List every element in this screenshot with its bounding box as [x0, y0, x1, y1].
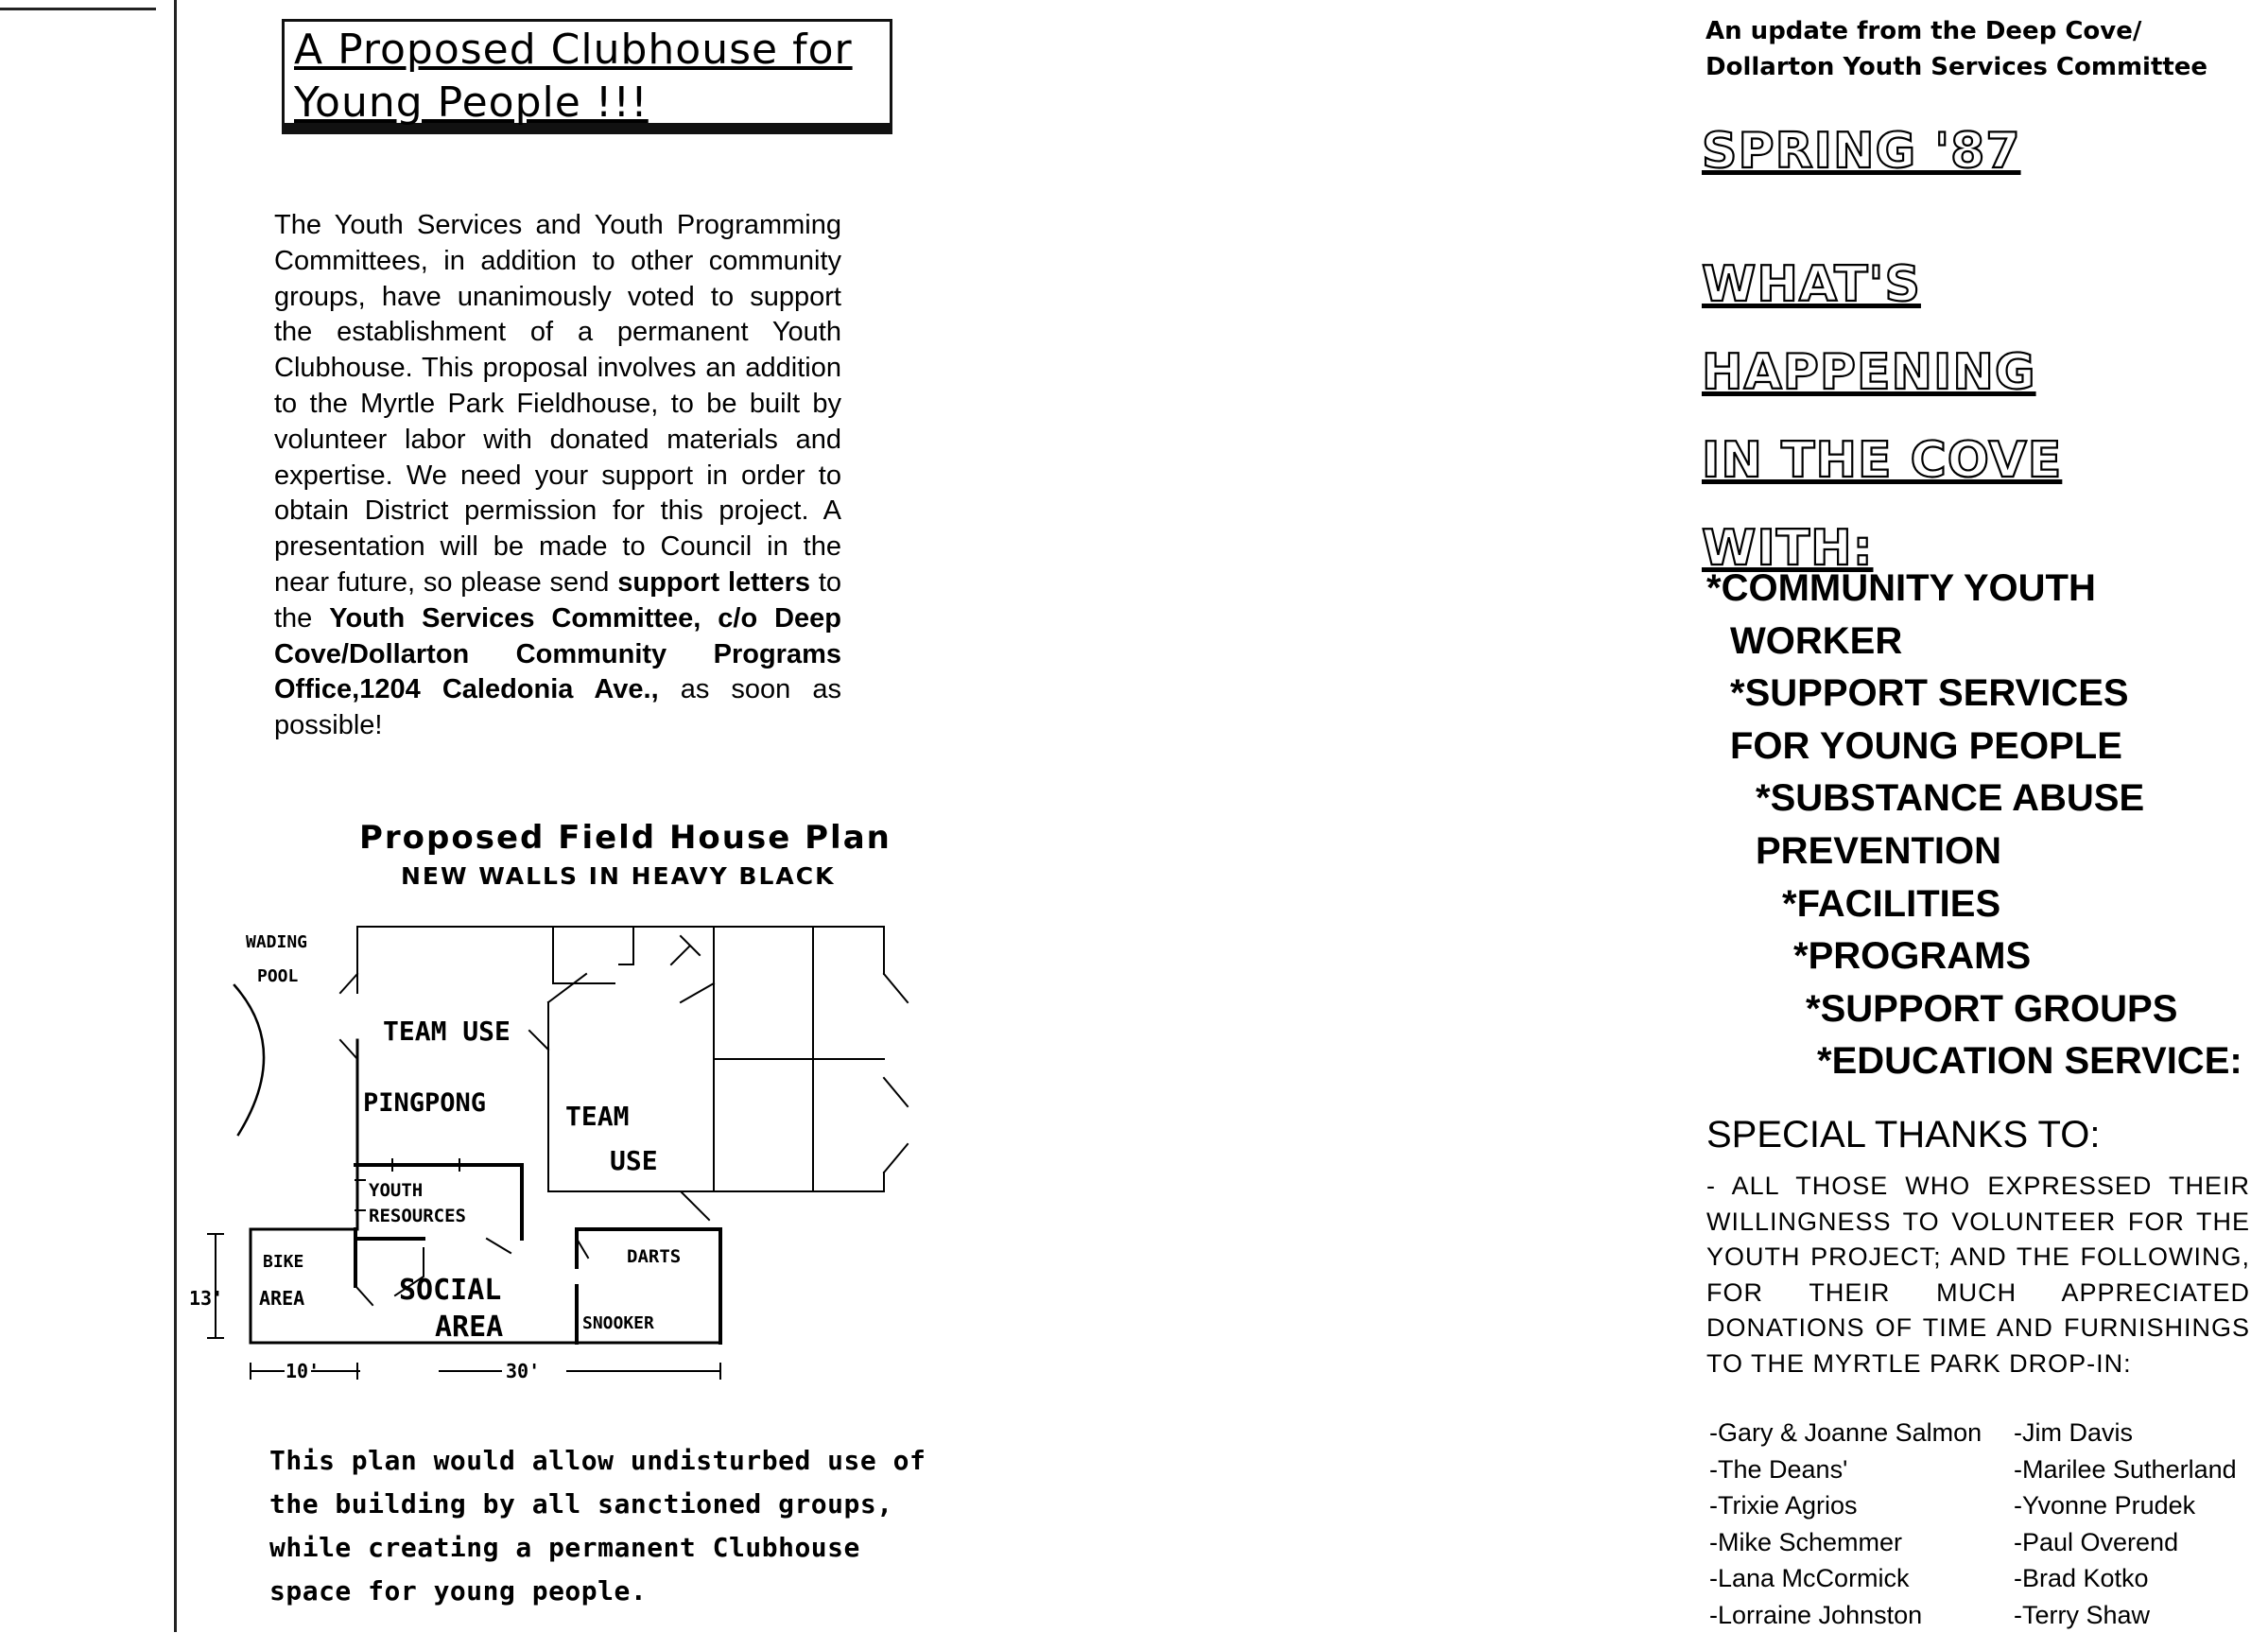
donor-name: -Mike Schemmer [1709, 1524, 2014, 1561]
whats-happening-line-2: HAPPENING [1702, 329, 2062, 417]
label-dim-10: 10' [286, 1360, 320, 1382]
whats-happening-line-1: WHAT'S [1702, 241, 2062, 329]
floor-plan-diagram [189, 908, 917, 1399]
label-team: TEAM [565, 1101, 629, 1132]
services-list [1706, 563, 2268, 1088]
intro-text-2: to the [274, 567, 841, 634]
wading-pool-edge [234, 985, 264, 1135]
service-line: *FACILITIES [1706, 878, 2268, 931]
update-note [1705, 13, 2235, 85]
service-line: FOR YOUNG PEOPLE [1706, 721, 2268, 773]
service-line: *PROGRAMS [1706, 930, 2268, 983]
donor-name: -The Deans' [1709, 1451, 2014, 1488]
donor-name: -Lana McCormick [1709, 1560, 2014, 1597]
service-line: *SUPPORT SERVICES [1706, 668, 2268, 721]
closing-statement: This plan would allow undisturbed use of the building by all sanctioned groups, while creating a permanent Clubhouse space for young people. [269, 1439, 950, 1613]
label-darts: DARTS [627, 1246, 681, 1267]
whats-happening-line-3: IN THE COVE [1702, 417, 2062, 505]
plan-title: Proposed Field House Plan [359, 819, 892, 857]
label-team-use-1: TEAM USE [383, 1016, 511, 1047]
service-line: *COMMUNITY YOUTH [1706, 563, 2268, 616]
intro-paragraph [274, 208, 841, 744]
thanks-text: - ALL THOSE WHO EXPRESSED THEIR WILLINGNESS TO VOLUNTEER FOR THE YOUTH PROJECT; AND THE FOLLOWING, FOR THEIR MUCH APPRECIATED DONATIONS OF TIME AND FURNISHINGS TO THE MYRTLE PARK DROP-IN: [1706, 1169, 2250, 1381]
intro-text-3: as soon as possible! [274, 674, 841, 740]
update-note-line-2: Dollarton Youth Services Committee [1705, 49, 2235, 85]
service-line: PREVENTION [1706, 825, 2268, 878]
update-note-line-1: An update from the Deep Cove/ [1705, 13, 2235, 49]
label-bike-area: AREA [259, 1287, 304, 1310]
floor-plan-walls [208, 927, 908, 1379]
label-social: SOCIAL [399, 1274, 501, 1307]
plan-subtitle: NEW WALLS IN HEAVY BLACK [401, 862, 835, 890]
label-bike: BIKE [263, 1252, 303, 1272]
service-line: *SUPPORT GROUPS [1706, 983, 2268, 1036]
donor-name: -Terry Shaw [2014, 1597, 2267, 1633]
intro-bold-support-letters: support letters [617, 567, 810, 598]
intro-bold-address: Youth Services Committee, c/o Deep Cove/Dollarton Community Programs Office,1204 Caledonia Ave., [274, 603, 841, 705]
donor-name: -Trixie Agrios [1709, 1487, 2014, 1524]
donor-name: -Gary & Joanne Salmon [1709, 1415, 2014, 1451]
label-pool: POOL [257, 966, 299, 986]
season-heading: SPRING '87 [1702, 123, 2021, 180]
service-line: WORKER [1706, 616, 2268, 669]
label-pingpong: PINGPONG [363, 1088, 486, 1118]
whats-happening-heading [1702, 241, 2062, 593]
service-line: *SUBSTANCE ABUSE [1706, 773, 2268, 825]
margin-tick-line [0, 8, 156, 10]
thanks-heading: SPECIAL THANKS TO: [1706, 1114, 2100, 1156]
label-dim-30: 30' [506, 1360, 540, 1382]
title-line-2: Young People !!! [294, 77, 880, 130]
whats-happening-line-4: WITH: [1702, 505, 2062, 593]
donor-list [1709, 1415, 2267, 1633]
label-use: USE [610, 1145, 658, 1176]
donor-name: -Paul Overend [2014, 1524, 2267, 1561]
margin-line [174, 0, 177, 1632]
label-wading: WADING [246, 932, 307, 952]
donor-name: -Marilee Sutherland [2014, 1451, 2267, 1488]
intro-text-1: The Youth Services and Youth Programming Committees, in addition to other community groups, have unanimously voted to support the establishment of a permanent Youth Clubhouse. This proposal involves an addition to the Myrtle Park Fieldhouse, to be built by volunteer labor with donated materials and expertise. We need your support in order to obtain District permission for this project. A presentation will be made to Council in the near future, so please send [274, 210, 841, 598]
title-line-1: A Proposed Clubhouse for [294, 24, 880, 77]
donor-name: -Brad Kotko [2014, 1560, 2267, 1597]
title-box [282, 19, 892, 134]
label-dim-height: 13' [189, 1287, 223, 1310]
label-social-area: AREA [435, 1311, 503, 1344]
donor-name: -Lorraine Johnston [1709, 1597, 2014, 1633]
donor-name: -Yvonne Prudek [2014, 1487, 2267, 1524]
service-line: *EDUCATION SERVICE: [1706, 1035, 2268, 1088]
label-snooker: SNOOKER [582, 1313, 654, 1333]
donor-name: -Jim Davis [2014, 1415, 2267, 1451]
label-resources: RESOURCES [369, 1206, 466, 1226]
label-youth: YOUTH [369, 1180, 423, 1201]
